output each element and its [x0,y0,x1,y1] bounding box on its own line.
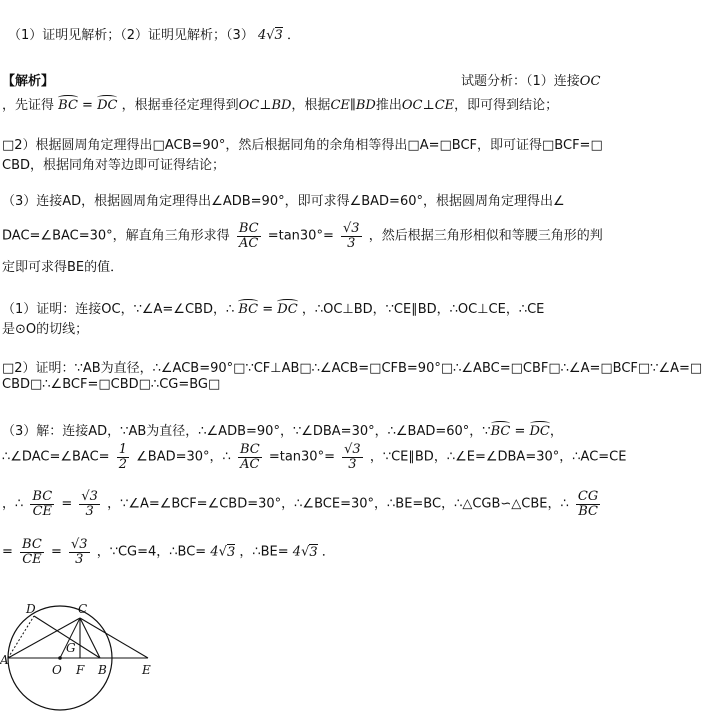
label-g: G [66,641,76,655]
solution-s1a: （1）证明：连接OC，∵∠A=∠CBD，∴ BC = DC ，∴OC⊥BD，∵CE∥BD，∴OC⊥CE，∴CE [2,298,544,317]
solution-s3b: ∴∠DAC=∠BAC= $\frac{1}{2}$ ∠BAD=30°，∴ $\frac{BC}{AC}$ =tan30°= $\frac{√3}{3}$ ，∵CE∥BD，∴∠E=∠DBA=30°，∴AC=CE [2,442,627,472]
solution-s2a: □2）证明：∵AB为直径，∴∠ACB=90°□∵CF⊥AB□∴∠ACB=□CFB=90°□∴∠ABC=□CBF□∴∠A=□BCF□∵∠A=□ [2,361,702,376]
label-o: O [52,663,62,677]
solution-s3c: ，∴ $\frac{BC}{CE}$ = $\frac{√3}{3}$ ，∵∠A=∠BCF=∠CBD=30°，∴∠BCE=30°，∴BE=BC，∴△CGB∽△CBE，∴ $\frac{CG}{BC}$ [2,489,599,519]
label-d: D [26,602,36,616]
solution-s3a: （3）解：连接AD，∵AB为直径，∴∠ADB=90°，∵∠DBA=30°，∴∠BAD=60°，∵BC = DC， [2,420,563,439]
label-c: C [78,602,88,616]
arc-bc: BC [58,95,78,113]
answer-text: （1）证明见解析；（2）证明见解析；（3） [8,28,254,43]
label-b: B [98,663,107,677]
fraction-bc-ac: $\frac{BC}{AC}$ [238,221,259,251]
fraction-sqrt3-3: $\frac{√3}{3}$ [342,221,360,251]
analysis-tag: 试题分析：（1）连接OC [461,74,601,89]
label-f: F [76,663,85,677]
solution-s3d: = $\frac{BC}{CE}$ = $\frac{√3}{3}$ ，∵CG=4，∴BC= 4√3 ，∴BE= 4√3 ． [2,537,335,567]
label-e: E [142,663,151,677]
fraction-half: $\frac{1}{2}$ [118,442,127,472]
point-o [58,656,62,660]
analysis-p3b: DAC=∠BAC=30°，解直角三角形求得 $\frac{BC}{AC}$ =tan30°= $\frac{√3}{3}$ ，然后根据三角形相似和等腰三角形的判 [2,221,603,251]
solution-s2b: CBD□∴∠BCF=□CBD□∴CG=BG□ [2,377,221,392]
arc-dc: DC [97,95,117,113]
analysis-p2a: □2）根据圆周角定理得出□ACB=90°，然后根据同角的余角相等得出□A=□BCF，即可证得□BCF=□ [2,138,603,153]
analysis-p2b: CBD，根据同角对等边即可证得结论； [2,158,226,173]
analysis-heading: 【解析】 [2,74,55,89]
analysis-p3c: 定即可求得BE的值． [2,260,124,275]
analysis-p3a: （3）连接AD，根据圆周角定理得出∠ADB=90°，即可求得∠BAD=60°，根据圆周角定理得出∠ [2,194,565,209]
answer-line: （1）证明见解析；（2）证明见解析；（3） 4√3 ． [8,28,300,43]
fraction-cg-bc: $\frac{CG}{BC}$ [577,489,599,519]
answer-value: 4√3 [257,28,283,43]
fraction-bc-ce: $\frac{BC}{CE}$ [32,489,53,519]
geometry-figure [0,600,170,722]
analysis-p1: ，先证得 BC = DC ，根据垂径定理得到OC⊥BD，根据CE∥BD推出OC⊥CE，即可得到结论； [2,94,558,113]
label-a: A [0,653,9,667]
solution-s1b: 是⊙O的切线； [2,322,89,337]
